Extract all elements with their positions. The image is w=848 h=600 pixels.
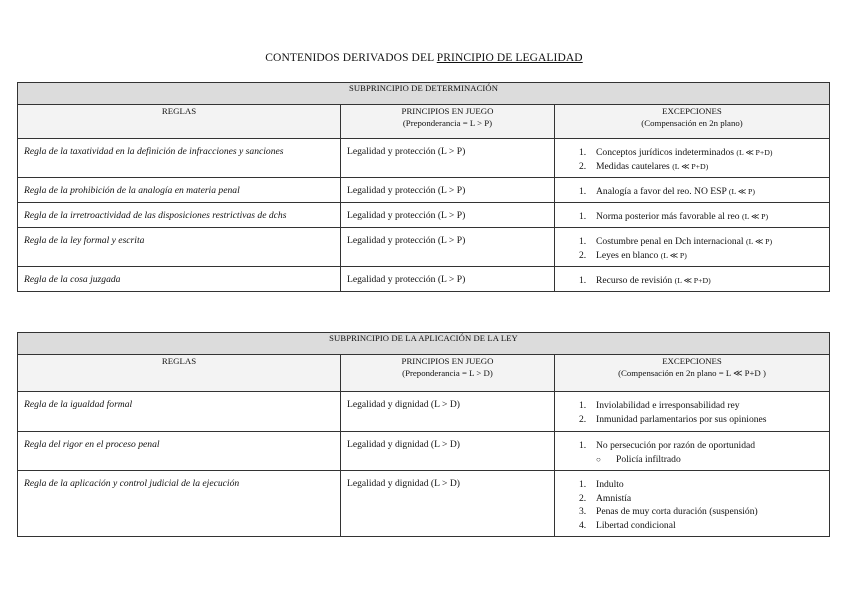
item-number: 4. xyxy=(579,519,587,531)
exceptions-cell xyxy=(555,432,830,471)
rule-cell: Regla de la cosa juzgada xyxy=(18,267,341,292)
item-number: 2. xyxy=(579,160,587,172)
rule-cell: Regla de la ley formal y escrita xyxy=(18,228,341,267)
column-header-exceptions-sub: (Compensación en 2n plano) xyxy=(641,118,743,128)
principle-cell: Legalidad y protección (L > P) xyxy=(341,139,555,178)
item-tag: (L ≪ P) xyxy=(746,237,773,246)
principle-cell: Legalidad y protección (L > P) xyxy=(341,178,555,203)
item-number: 1. xyxy=(579,147,587,158)
column-header-principles xyxy=(341,355,555,392)
item-text: Conceptos jurídicos indeterminados xyxy=(596,147,737,158)
item-text: Medidas cautelares xyxy=(596,160,673,172)
list-item xyxy=(579,399,823,413)
list-item xyxy=(579,160,823,174)
principle-cell: Legalidad y protección (L > P) xyxy=(341,228,555,267)
item-text: Norma posterior más favorable al reo xyxy=(596,211,742,222)
principle-cell: Legalidad y protección (L > P) xyxy=(341,203,555,228)
item-number: 1. xyxy=(579,479,587,490)
item-tag: (L ≪ P+D) xyxy=(736,148,773,157)
title-prefix: CONTENIDOS DERIVADOS DEL xyxy=(265,52,437,64)
principle-cell: Legalidad y dignidad (L > D) xyxy=(341,392,555,432)
table-row xyxy=(18,178,830,203)
rule-cell: Regla de la irretroactividad de las disposiciones restrictivas de dchs xyxy=(18,203,341,228)
title-underlined: PRINCIPIO DE LEGALIDAD xyxy=(436,52,583,64)
item-number: 3. xyxy=(579,506,587,517)
item-tag: (L ≪ P) xyxy=(728,187,755,196)
item-tag: (L ≪ P) xyxy=(660,250,687,260)
list-item xyxy=(579,478,823,492)
item-text: Inmunidad parlamentarios por sus opiniones xyxy=(596,413,767,425)
list-item xyxy=(579,185,823,199)
column-header-rules: REGLAS xyxy=(18,105,341,139)
column-header-exceptions-title: EXCEPCIONES xyxy=(662,356,722,366)
column-header-exceptions-sub: (Compensación en 2n plano = L ≪ P+D ) xyxy=(618,368,766,378)
column-header-principles-title: PRINCIPIOS EN JUEGO xyxy=(401,356,494,366)
item-text: No persecución por razón de oportunidad xyxy=(596,440,756,451)
sub-list-item xyxy=(579,453,823,467)
list-item xyxy=(579,413,823,427)
exceptions-cell xyxy=(555,178,830,203)
rule-cell: Regla del rigor en el proceso penal xyxy=(18,432,341,471)
list-item xyxy=(579,146,823,160)
exceptions-cell xyxy=(555,228,830,267)
item-number: 1. xyxy=(579,211,587,222)
section-header: SUBPRINCIPIO DE DETERMINACIÓN xyxy=(18,83,830,105)
section-header: SUBPRINCIPIO DE LA APLICACIÓN DE LA LEY xyxy=(18,333,830,355)
list-item xyxy=(579,235,823,249)
item-number: 1. xyxy=(579,440,587,451)
principle-cell: Legalidad y protección (L > P) xyxy=(341,267,555,292)
table-row xyxy=(18,267,830,292)
list-item xyxy=(579,505,823,519)
table-row xyxy=(18,392,830,432)
table-row xyxy=(18,203,830,228)
column-header-principles xyxy=(341,105,555,139)
column-header-rules: REGLAS xyxy=(18,355,341,392)
column-header-principles-title: PRINCIPIOS EN JUEGO xyxy=(401,106,494,116)
list-item xyxy=(579,210,823,224)
item-tag: (L ≪ P) xyxy=(741,212,769,221)
rule-cell: Regla de la prohibición de la analogía en materia penal xyxy=(18,178,341,203)
item-tag: (L ≪ P+D) xyxy=(674,276,711,285)
item-number: 2. xyxy=(579,492,587,504)
column-header-principles-sub: (Preponderancia = L > P) xyxy=(402,118,493,128)
column-header-exceptions-title: EXCEPCIONES xyxy=(662,106,722,116)
column-header-exceptions xyxy=(555,105,830,139)
item-text: Costumbre penal en Dch internacional xyxy=(596,236,746,247)
rule-cell: Regla de la igualdad formal xyxy=(18,392,341,432)
column-header-principles-sub: (Preponderancia = L > D) xyxy=(402,368,493,378)
list-item xyxy=(579,274,823,288)
exceptions-cell xyxy=(555,139,830,178)
item-number: 1. xyxy=(579,186,587,197)
table-aplicacion xyxy=(17,332,830,537)
item-number: 1. xyxy=(579,236,587,247)
item-text: Analogía a favor del reo. NO ESP xyxy=(596,186,729,197)
item-text: Amnistía xyxy=(596,492,632,504)
list-item xyxy=(579,492,823,506)
table-determinacion xyxy=(17,82,830,292)
item-number: 1. xyxy=(579,275,587,286)
item-text: Indulto xyxy=(596,479,624,490)
item-number: 2. xyxy=(579,413,587,425)
item-text: Leyes en blanco xyxy=(596,249,661,261)
list-item xyxy=(579,519,823,533)
circle-bullet-icon: ○ xyxy=(596,454,601,464)
table-row xyxy=(18,432,830,471)
exceptions-cell xyxy=(555,203,830,228)
item-text: Recurso de revisión xyxy=(596,275,675,286)
principle-cell: Legalidad y dignidad (L > D) xyxy=(341,471,555,537)
item-text: Inviolabilidad e irresponsabilidad rey xyxy=(596,400,740,411)
rule-cell: Regla de la taxatividad en la definición de infracciones y sanciones xyxy=(18,139,341,178)
rule-cell: Regla de la aplicación y control judicial de la ejecución xyxy=(18,471,341,537)
column-header-exceptions xyxy=(555,355,830,392)
page-title xyxy=(0,52,848,64)
table-row xyxy=(18,471,830,537)
item-number: 2. xyxy=(579,249,587,261)
table-row xyxy=(18,228,830,267)
item-tag: (L ≪ P+D) xyxy=(672,161,709,171)
principle-cell: Legalidad y dignidad (L > D) xyxy=(341,432,555,471)
item-text: Libertad condicional xyxy=(596,519,676,531)
item-number: 1. xyxy=(579,400,587,411)
exceptions-cell xyxy=(555,471,830,537)
exceptions-cell xyxy=(555,392,830,432)
exceptions-cell xyxy=(555,267,830,292)
item-text: Penas de muy corta duración (suspensión) xyxy=(596,506,758,517)
table-row xyxy=(18,139,830,178)
list-item xyxy=(579,249,823,263)
list-item xyxy=(579,439,823,453)
sub-item-text: Policía infiltrado xyxy=(616,453,681,465)
